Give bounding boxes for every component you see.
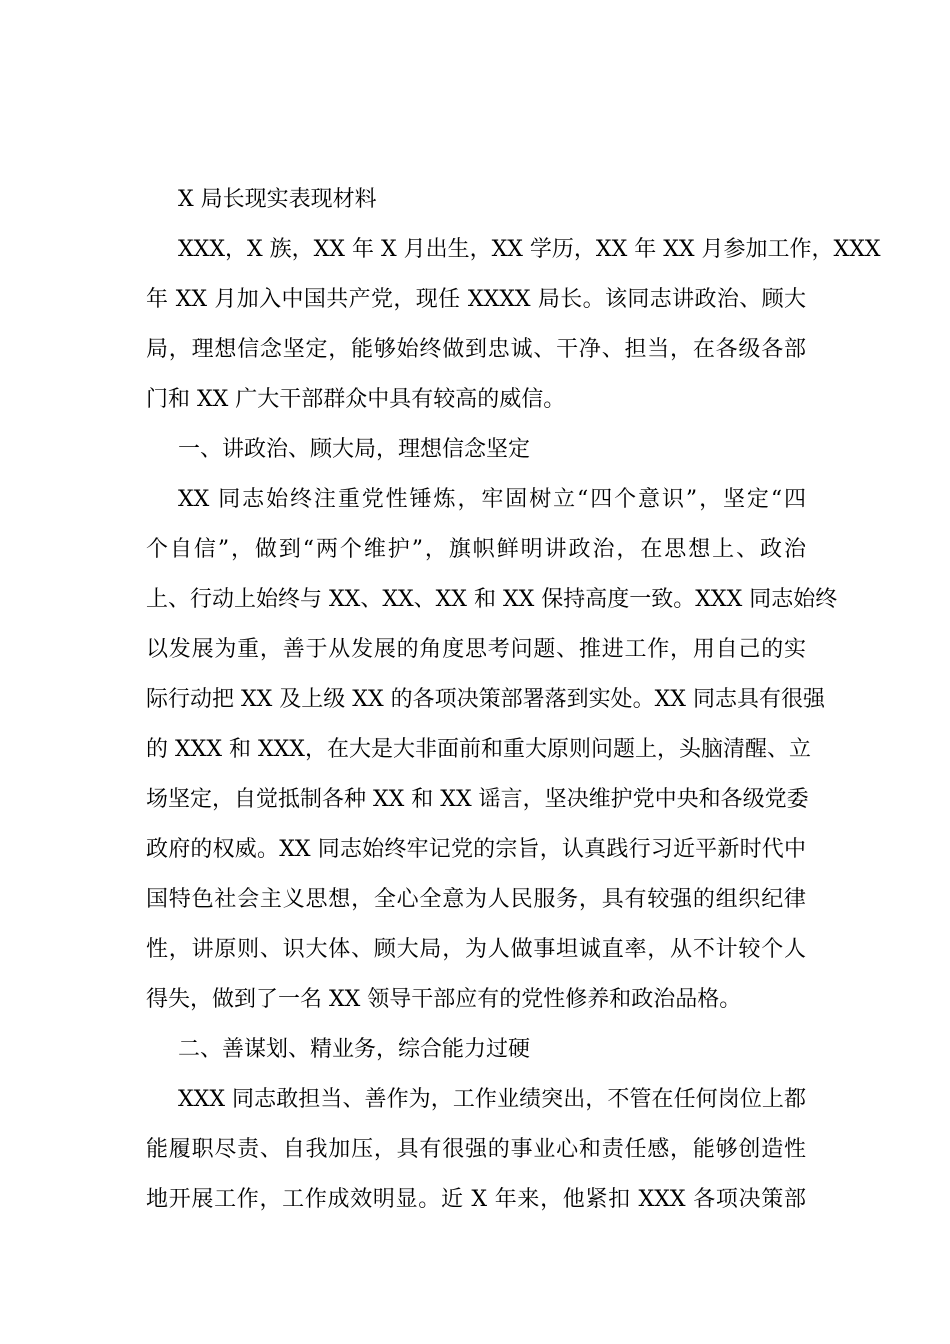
paragraph-1-line-1: XXX，X 族，XX 年 X 月出生，XX 学历，XX 年 XX 月参加工作，XXX	[178, 237, 881, 262]
paragraph-2-line-9: 国特色社会主义思想，全心全意为人民服务，具有较强的组织纪律	[146, 887, 806, 912]
paragraph-3-line-1: XXX 同志敢担当、善作为，工作业绩突出，不管在任何岗位上都	[178, 1087, 806, 1112]
paragraph-1-line-3: 局，理想信念坚定，能够始终做到忠诚、干净、担当，在各级各部	[146, 337, 806, 362]
paragraph-2-line-2: 个自信”，做到“两个维护”，旗帜鲜明讲政治，在思想上、政治	[146, 537, 806, 562]
paragraph-2-line-8: 政府的权威。XX 同志始终牢记党的宗旨，认真践行习近平新时代中	[146, 837, 806, 862]
document-title: X 局长现实表现材料	[178, 187, 377, 212]
paragraph-2-line-1: XX 同志始终注重党性锤炼，牢固树立“四个意识”，坚定“四	[178, 487, 806, 512]
paragraph-2-line-3: 上、行动上始终与 XX、XX、XX 和 XX 保持高度一致。XXX 同志始终	[146, 587, 838, 612]
paragraph-3-line-3: 地开展工作，工作成效明显。近 X 年来，他紧扣 XXX 各项决策部	[146, 1187, 806, 1212]
section-heading-1: 一、讲政治、顾大局，理想信念坚定	[178, 437, 531, 462]
section-heading-2: 二、善谋划、精业务，综合能力过硬	[178, 1037, 531, 1062]
paragraph-2-line-5: 际行动把 XX 及上级 XX 的各项决策部署落到实处。XX 同志具有很强	[146, 687, 825, 712]
paragraph-1-line-4: 门和 XX 广大干部群众中具有较高的威信。	[146, 387, 566, 412]
paragraph-2-line-10: 性，讲原则、识大体、顾大局，为人做事坦诚直率，从不计较个人	[146, 937, 806, 962]
paragraph-1-line-2: 年 XX 月加入中国共产党，现任 XXXX 局长。该同志讲政治、顾大	[146, 287, 806, 312]
paragraph-2-line-4: 以发展为重，善于从发展的角度思考问题、推进工作，用自己的实	[146, 637, 806, 662]
paragraph-2-line-6: 的 XXX 和 XXX，在大是大非面前和重大原则问题上，头脑清醒、立	[146, 737, 811, 762]
paragraph-3-line-2: 能履职尽责、自我加压，具有很强的事业心和责任感，能够创造性	[146, 1137, 806, 1162]
paragraph-2-line-7: 场坚定，自觉抵制各种 XX 和 XX 谣言，坚决维护党中央和各级党委	[146, 787, 809, 812]
paragraph-2-line-11: 得失，做到了一名 XX 领导干部应有的党性修养和政治品格。	[146, 987, 742, 1012]
